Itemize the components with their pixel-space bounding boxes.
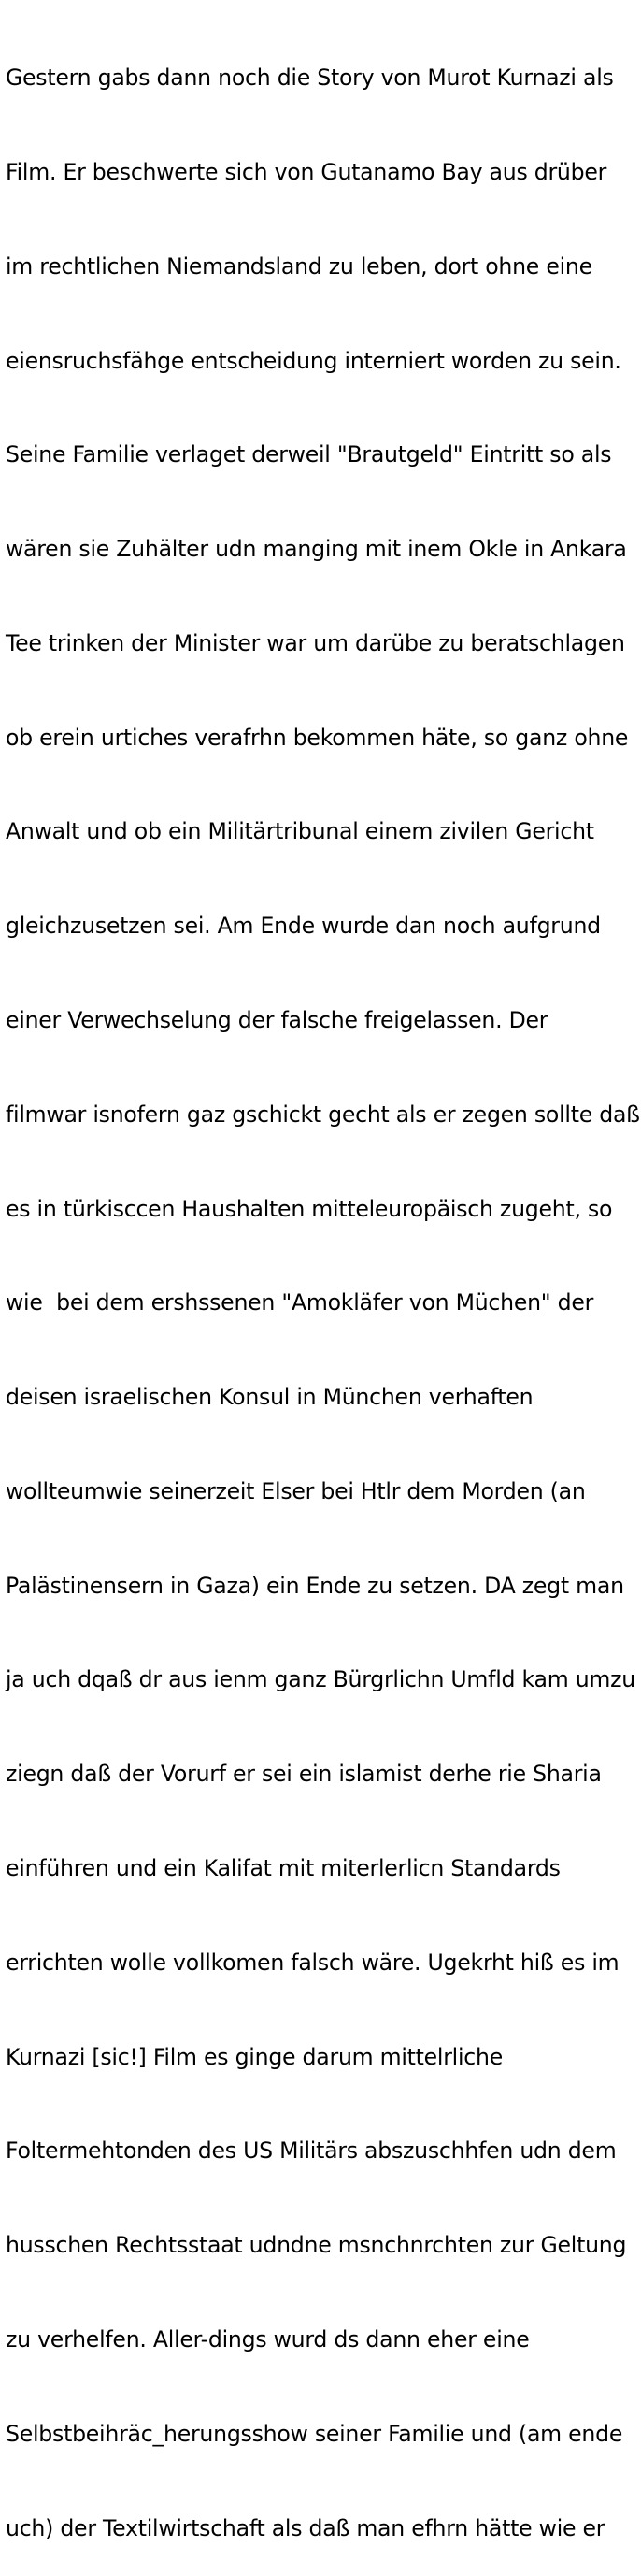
text-line-21: errichten wolle vollkomen falsch wäre. Ugekrht hiß es im [6,1949,620,1976]
text-line-20: einführen und ein Kalifat mit miterlerlicn Standards [6,1855,561,1882]
text-line-23: Foltermehtonden des US Militärs abszuschhfen udn dem [6,2137,617,2165]
text-line-10: gleichzusetzen sei. Am Ende wurde dan noch aufgrund [6,913,601,940]
text-line-18: ja uch dqaß dr aus ienm ganz Bürgrlichn Umfld kam umzu [6,1666,635,1693]
text-line-9: Anwalt und ob ein Militärtribunal einem zivilen Gericht [6,818,594,845]
text-line-22: Kurnazi [sic!] Film es ginge darum mittelrliche [6,2043,503,2070]
text-line-2: Film. Er beschwerte sich von Gutanamo Bay aus drüber [6,158,607,185]
text-line-12: filmwar isnofern gaz gschickt gecht als er zegen sollte daß [6,1101,640,1128]
text-line-5: Seine Familie verlaget derweil "Brautgeld" Eintritt so als [6,441,612,468]
text-line-13: es in türkisccen Haushalten mitteleuropäisch zugeht, so [6,1195,613,1222]
text-line-11: einer Verwechselung der falsche freigelassen. Der [6,1007,548,1033]
text-line-4: eiensruchsfähge entscheidung interniert worden zu sein. [6,347,621,374]
text-line-7: Tee trinken der Minister war um darübe zu beratschlagen [6,629,625,656]
text-line-25: zu verhelfen. Aller-dings wurd ds dann eher eine [6,2325,530,2353]
text-line-16: wollteumwie seinerzeit Elser bei Htlr dem Morden (an [6,1477,586,1504]
text-line-27: uch) der Textilwirtschaft als daß man efhrn hätte wie er [6,2514,605,2541]
text-line-3: im rechtlichen Niemandsland zu leben, dort ohne eine [6,252,592,280]
text-line-26: Selbstbeihräc_herungsshow seiner Familie und (am ende [6,2420,623,2447]
text-line-8: ob erein urtiches verafrhn bekommen häte, so ganz ohne [6,724,629,751]
text-line-19: ziegn daß der Vorurf er sei ein islamist derhe rie Sharia [6,1761,602,1788]
text-line-17: Palästinensern in Gaza) ein Ende zu setzen. DA zegt man [6,1572,624,1599]
text-line-1: Gestern gabs dann noch die Story von Murot Kurnazi als [6,65,614,92]
text-line-15: deisen israelischen Konsul in München verhaften [6,1384,534,1411]
text-line-14: wie bei dem ershssenen "Amokläfer von Müchen" der [6,1289,594,1317]
document-body [6,0,641,2576]
text-line-6: wären sie Zuhälter udn manging mit inem Okle in Ankara [6,536,627,563]
text-line-24: husschen Rechtsstaat udndne msnchnrchten zur Geltung [6,2232,627,2259]
